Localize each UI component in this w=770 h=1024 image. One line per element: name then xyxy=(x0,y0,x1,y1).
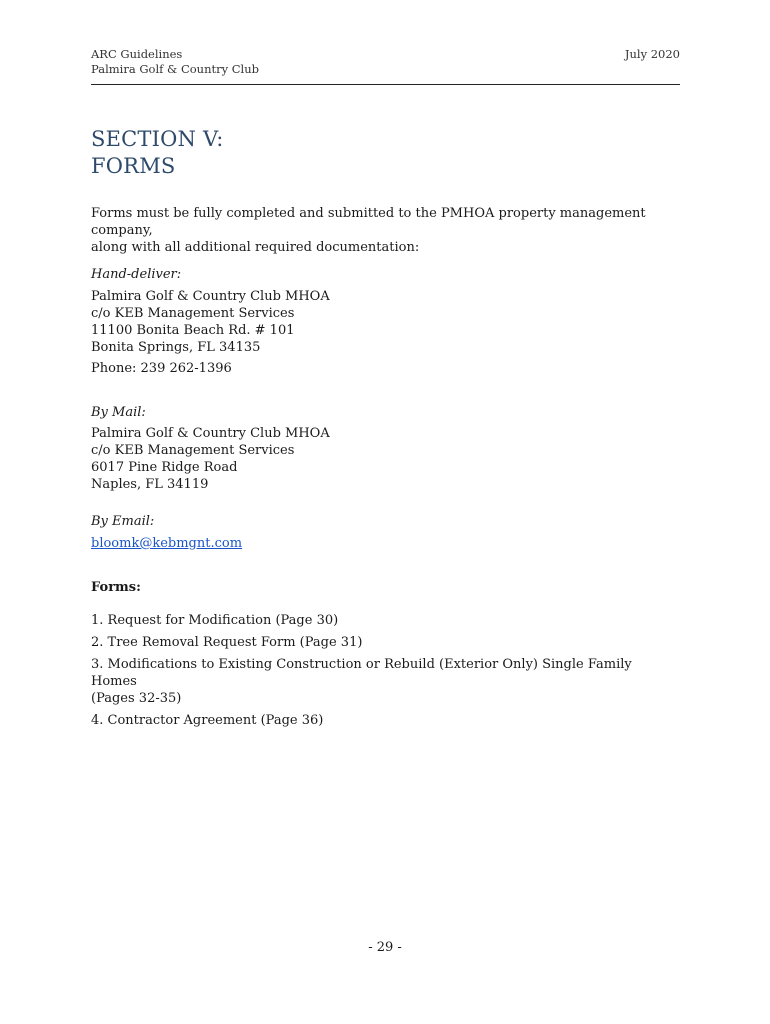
intro-line1: Forms must be fully completed and submitted to the PMHOA property management company, xyxy=(91,206,646,238)
header-organization: Palmira Golf & Country Club xyxy=(91,62,259,76)
by-mail-address xyxy=(91,425,330,493)
intro-paragraph xyxy=(91,205,671,256)
list-item: 2. Tree Removal Request Form (Page 31) xyxy=(91,635,363,650)
list-item-continuation: (Pages 32-35) xyxy=(91,691,182,706)
header-date: July 2020 xyxy=(624,47,680,61)
address-line: Palmira Golf & Country Club MHOA xyxy=(91,289,330,304)
section-title xyxy=(91,126,223,180)
address-line: 11100 Bonita Beach Rd. # 101 xyxy=(91,323,295,338)
address-line: Bonita Springs, FL 34135 xyxy=(91,340,261,355)
address-line: Palmira Golf & Country Club MHOA xyxy=(91,426,330,441)
header-doc-title: ARC Guidelines xyxy=(91,47,183,61)
list-item: 1. Request for Modification (Page 30) xyxy=(91,613,339,628)
phone-number: Phone: 239 262-1396 xyxy=(91,361,232,376)
header-left xyxy=(91,47,259,77)
email-link[interactable]: bloomk@kebmgnt.com xyxy=(91,536,243,551)
section-title-line2: FORMS xyxy=(91,154,176,178)
list-item: 3. Modifications to Existing Construction or Rebuild (Exterior Only) Single Family Homes xyxy=(91,657,632,689)
by-mail-label: By Mail: xyxy=(91,405,146,420)
section-title-line1: SECTION V: xyxy=(91,127,224,151)
address-line: Naples, FL 34119 xyxy=(91,477,209,492)
address-line: c/o KEB Management Services xyxy=(91,306,295,321)
hand-deliver-label: Hand-deliver: xyxy=(91,267,182,282)
list-item: 4. Contractor Agreement (Page 36) xyxy=(91,713,324,728)
header-divider xyxy=(91,84,680,85)
forms-list xyxy=(91,612,671,734)
address-line: c/o KEB Management Services xyxy=(91,443,295,458)
address-line: 6017 Pine Ridge Road xyxy=(91,460,238,475)
by-email-label: By Email: xyxy=(91,514,155,529)
page-number: - 29 - xyxy=(368,940,402,955)
forms-heading: Forms: xyxy=(91,580,141,595)
intro-line2: along with all additional required documentation: xyxy=(91,240,420,255)
hand-deliver-address xyxy=(91,288,330,377)
